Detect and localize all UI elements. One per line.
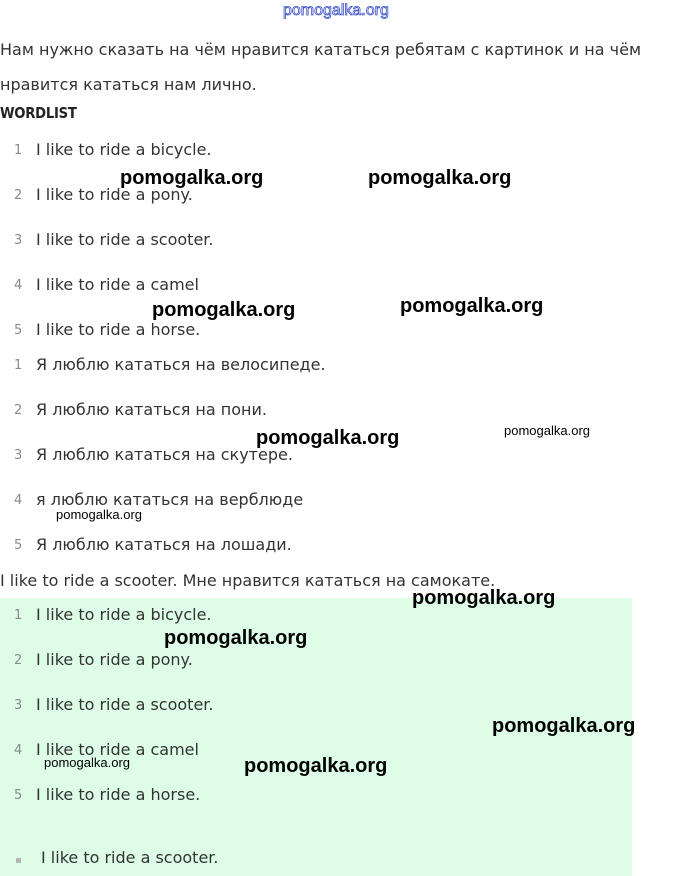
list-item xyxy=(0,535,630,559)
list-number: 2 xyxy=(14,403,23,418)
watermark: pomogalka.org xyxy=(152,299,296,321)
list-item xyxy=(0,400,630,424)
list-text: Я люблю кататься на пони. xyxy=(36,400,267,419)
list-item xyxy=(0,230,630,254)
list-number: 2 xyxy=(14,653,23,668)
list-number: 4 xyxy=(14,278,23,293)
list-number: 2 xyxy=(14,188,23,203)
list-item xyxy=(0,140,630,164)
site-logo[interactable]: pomogalka.org xyxy=(283,2,389,19)
list-text: I like to ride a pony. xyxy=(36,185,193,204)
list-number: 5 xyxy=(14,788,23,803)
bullet-icon xyxy=(16,858,21,863)
list-text: Я люблю кататься на велосипеде. xyxy=(36,355,326,374)
answer-list-item xyxy=(0,650,630,674)
list-text: Я люблю кататься на скутере. xyxy=(36,445,293,464)
list-item xyxy=(0,320,630,344)
list-text: I like to ride a horse. xyxy=(36,320,201,339)
list-number: 3 xyxy=(14,698,23,713)
list-item xyxy=(0,185,630,209)
list-number: 3 xyxy=(14,233,23,248)
list-item xyxy=(0,355,630,379)
list-text: I like to ride a bicycle. xyxy=(36,605,212,624)
list-number: 5 xyxy=(14,538,23,553)
watermark: pomogalka.org xyxy=(492,715,636,737)
watermark: pomogalka.org xyxy=(120,167,264,189)
watermark: pomogalka.org xyxy=(412,587,556,609)
bullet-text: I like to ride a scooter. xyxy=(41,848,219,867)
list-number: 1 xyxy=(14,143,23,158)
list-number: 3 xyxy=(14,448,23,463)
watermark: pomogalka.org xyxy=(504,423,590,438)
list-text: I like to ride a pony. xyxy=(36,650,193,669)
wordlist-heading: WORDLIST xyxy=(0,104,77,122)
watermark: pomogalka.org xyxy=(256,427,400,449)
list-number: 5 xyxy=(14,323,23,338)
list-number: 1 xyxy=(14,358,23,373)
list-text: я люблю кататься на верблюде xyxy=(36,490,304,509)
list-number: 4 xyxy=(14,493,23,508)
list-text: I like to ride a horse. xyxy=(36,785,201,804)
list-text: I like to ride a scooter. xyxy=(36,695,214,714)
list-text: I like to ride a camel xyxy=(36,275,199,294)
list-number: 4 xyxy=(14,743,23,758)
list-number: 1 xyxy=(14,608,23,623)
answer-list-item xyxy=(0,785,630,809)
intro-paragraph: Нам нужно сказать на чём нравится кататься ребятам с картинок и на чём нравится кататься нам лично. xyxy=(0,40,642,94)
list-text: Я люблю кататься на лошади. xyxy=(36,535,292,554)
watermark: pomogalka.org xyxy=(44,755,130,770)
translation-line: I like to ride a scooter. Мне нравится кататься на самокате. xyxy=(0,571,496,590)
watermark: pomogalka.org xyxy=(400,295,544,317)
list-text: I like to ride a scooter. xyxy=(36,230,214,249)
watermark: pomogalka.org xyxy=(244,755,388,777)
watermark: pomogalka.org xyxy=(164,627,308,649)
list-text: I like to ride a camel xyxy=(36,740,199,759)
watermark: pomogalka.org xyxy=(56,507,142,522)
list-text: I like to ride a bicycle. xyxy=(36,140,212,159)
watermark: pomogalka.org xyxy=(368,167,512,189)
